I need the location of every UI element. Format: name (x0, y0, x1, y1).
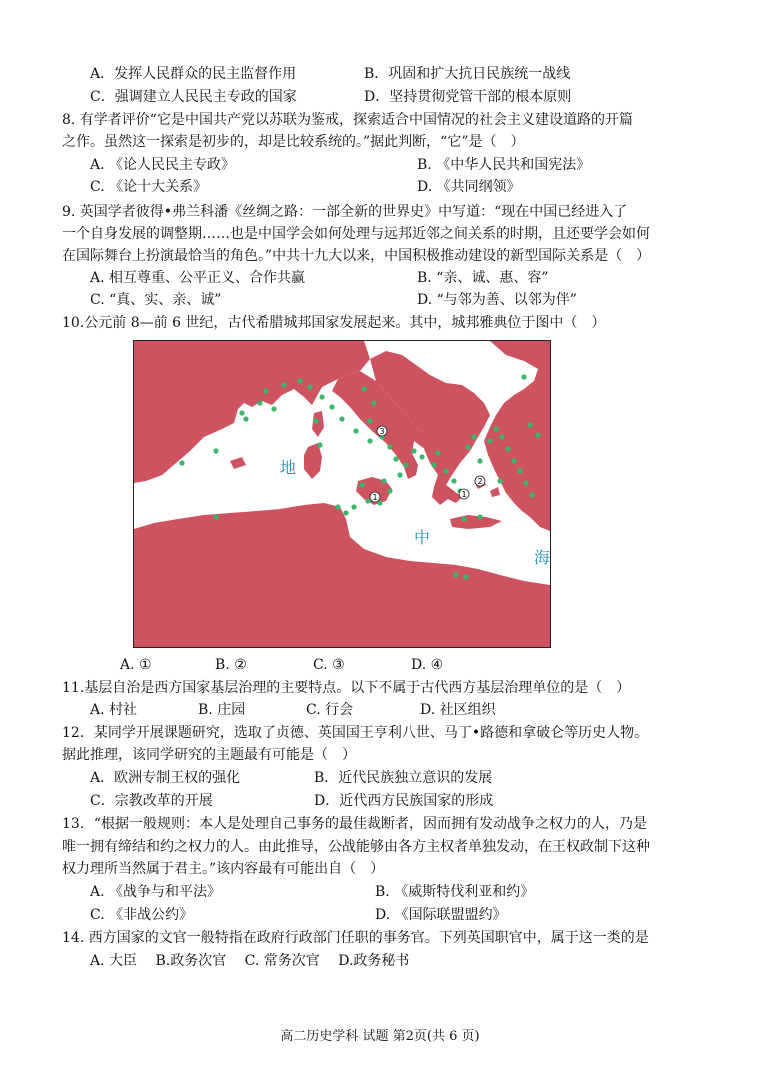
sea-label-char-2: 中 (414, 528, 431, 547)
q13-option-a: A. 《战争与和平法》 (90, 884, 222, 900)
q11-option-c: C. 行会 (306, 702, 354, 718)
q10-option-c: C. ③ (313, 657, 345, 673)
q10-option-a: A. ① (120, 657, 152, 673)
q13-option-d: D. 《国际联盟盟约》 (375, 907, 507, 923)
mediterranean-map (133, 340, 551, 648)
page-footer: 高二历史学科 试题 第2页(共 6 页) (280, 1029, 480, 1044)
q8-option-d: D. 《共同纲领》 (417, 179, 521, 195)
q9-option-c: C. “真、实、亲、诚” (90, 292, 222, 308)
q14-stem: 14. 西方国家的文官一般特指在政府行政部门任职的事务官。下列英国职官中，属于这一类的是 (62, 930, 649, 946)
q13-option-b: B. 《威斯特伐利亚和约》 (375, 884, 535, 900)
q9-stem-line3: 在国际舞台上扮演最恰当的角色。”中共十九大以来，中国积极推动建设的新型国际关系是（ ） (62, 248, 651, 264)
q7-option-d: D．坚持贯彻党管干部的根本原则 (364, 89, 572, 105)
q9-stem-line1: 9. 英国学者彼得•弗兰科潘《丝绸之路：一部全新的世界史》中写道：“现在中国已经进入了 (62, 204, 628, 220)
q12-stem-line1: 12．某同学开展课题研究，选取了贞德、英国国王亨利八世、马丁•路德和拿破仑等历史人物。 (62, 725, 649, 741)
q12-option-c: C．宗教改革的开展 (90, 793, 213, 809)
marker-2-label: 2 (477, 477, 483, 486)
q9-stem-line2: 一个自身发展的调整期……也是中国学会如何处理与远邦近邻之间关系的时期，且还要学会如何 (62, 226, 650, 242)
q13-stem-line3: 权力理所当然属于君主。”该内容最有可能出自（ ） (62, 861, 385, 877)
q13-option-c: C. 《非战公约》 (90, 907, 194, 923)
q9-option-d: D. “与邻为善、以邻为伴” (417, 292, 577, 308)
q11-option-a: A. 村社 (90, 702, 138, 718)
q10-option-b: B. ② (215, 657, 247, 673)
q9-option-b: B. “亲、诚、惠、容” (417, 270, 549, 286)
q8-option-c: C. 《论十大关系》 (90, 179, 208, 195)
q12-option-b: B．近代民族独立意识的发展 (314, 770, 493, 786)
q10-option-d: D. ④ (411, 657, 444, 673)
q12-option-d: D．近代西方民族国家的形成 (314, 793, 494, 809)
q13-stem-line2: 唯一拥有缔结和约之权力的人。由此推导，公战能够由各方主权者单独发动，在王权政制下这种 (62, 839, 650, 855)
q7-option-c: C．强调建立人民民主专政的国家 (90, 89, 297, 105)
marker-3-label: 3 (379, 427, 385, 436)
q8-stem-line2: 之作。虽然这一探索是初步的，却是比较系统的。”据此判断，“它”是（ ） (62, 134, 525, 150)
q9-option-a: A. 相互尊重、公平正义、合作共赢 (90, 270, 306, 286)
q8-option-b: B. 《中华人民共和国宪法》 (417, 157, 591, 173)
q14-options: A. 大臣 B.政务次官 C. 常务次官 D.政务秘书 (90, 953, 410, 969)
q12-stem-line2: 据此推理，该同学研究的主题最有可能是（ ） (62, 747, 356, 763)
q11-option-d: D. 社区组织 (420, 702, 496, 718)
marker-1b-label: 1 (461, 490, 467, 499)
q12-option-a: A．欧洲专制王权的强化 (90, 770, 241, 786)
q7-option-b: B．巩固和扩大抗日民族统一战线 (364, 66, 571, 82)
q8-option-a: A. 《论人民民主专政》 (90, 157, 236, 173)
q11-option-b: B. 庄园 (198, 702, 246, 718)
q11-stem: 11.基层自治是西方国家基层治理的主要特点。以下不属于古代西方基层治理单位的是（ ） (62, 680, 631, 696)
marker-1-label: 1 (372, 493, 378, 502)
sea-label-char-1: 地 (280, 458, 297, 477)
sea-label-char-3: 海 (534, 548, 550, 567)
q13-stem-line1: 13．“根据一般规则：本人是处理自己事务的最佳裁断者，因而拥有发动战争之权力的人，乃是 (62, 816, 647, 832)
q8-stem-line1: 8. 有学者评价“它是中国共产党以苏联为鉴戒，探索适合中国情况的社会主义建设道路的开篇 (62, 112, 633, 128)
q7-option-a: A．发挥人民群众的民主监督作用 (90, 66, 297, 82)
q10-stem: 10.公元前 8—前 6 世纪，古代希腊城邦国家发展起来。其中，城邦雅典位于图中（ ） (62, 315, 606, 331)
